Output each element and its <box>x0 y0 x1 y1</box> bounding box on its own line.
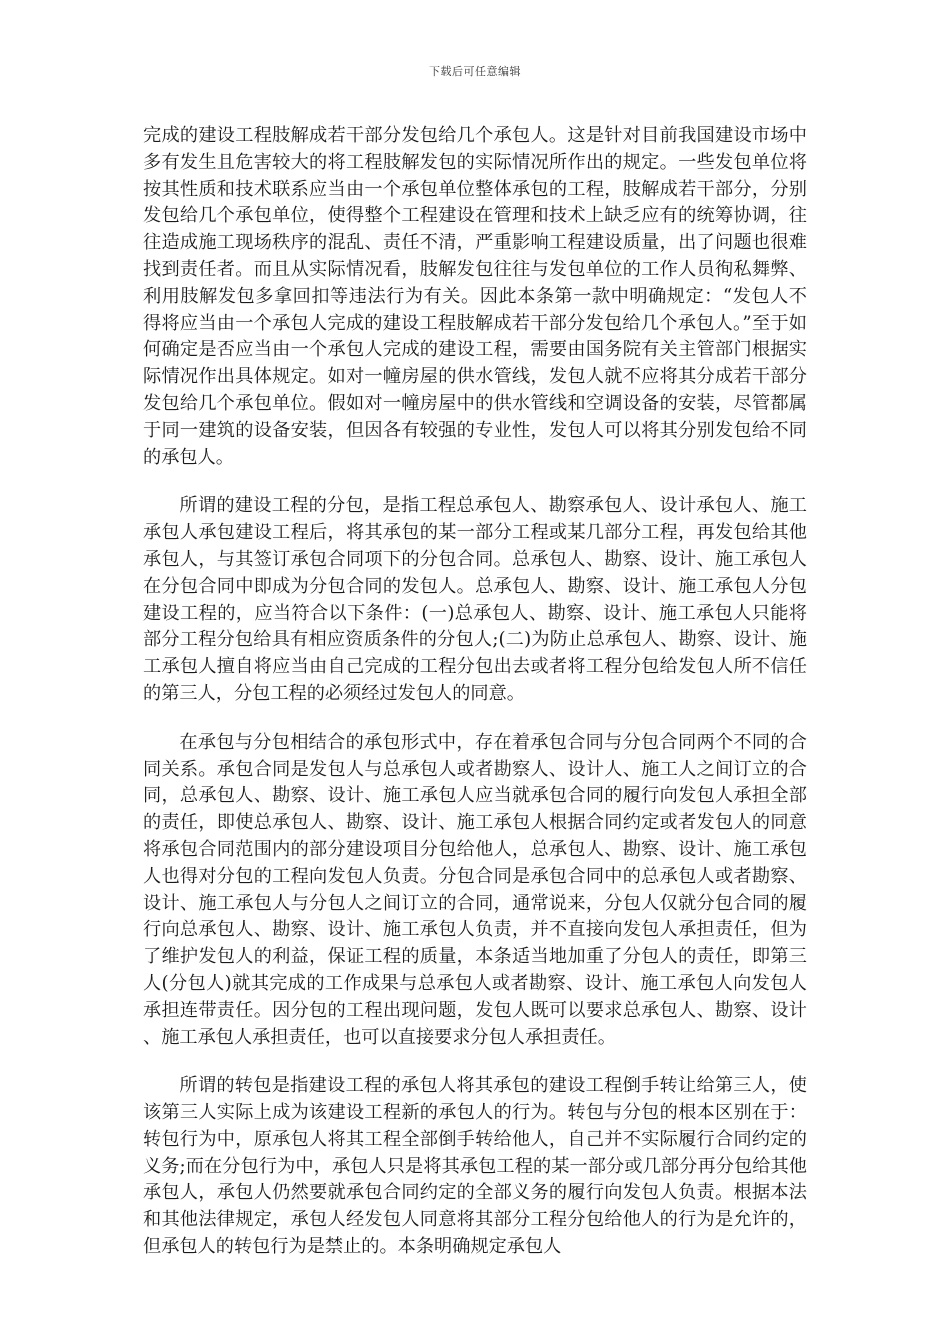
paragraph-continued: 完成的建设工程肢解成若干部分发包给几个承包人。这是针对目前我国建设市场中多有发生且危害较大的将工程肢解发包的实际情况所作出的规定。一些发包单位将按其性质和技术联系应当由一个承包单位整体承包的工程，肢解成若干部分，分别发包给几个承包单位，使得整个工程建设在管理和技术上缺乏应有的统筹协调，往往造成施工现场秩序的混乱、责任不清，严重影响工程建设质量，出了问题也很难找到责任者。而且从实际情况看，肢解发包往往与发包单位的工作人员徇私舞弊、利用肢解发包多拿回扣等违法行为有关。因此本条第一款中明确规定：“发包人不得将应当由一个承包人完成的建设工程肢解成若干部分发包给几个承包人。”至于如何确定是否应当由一个承包人完成的建设工程，需要由国务院有关主管部门根据实际情况作出具体规定。如对一幢房屋的供水管线，发包人就不应将其分成若干部分发包给几个承包单位。假如对一幢房屋中的供水管线和空调设备的安装，尽管都属于同一建筑的设备安装，但因各有较强的专业性，发包人可以将其分别发包给不同的承包人。 <box>143 125 807 468</box>
page-header: 下载后可任意编辑 <box>429 65 521 78</box>
paragraph-subcontract-definition: 所谓的建设工程的分包，是指工程总承包人、勘察承包人、设计承包人、施工承包人承包建设工程后，将其承包的某一部分工程或某几部分工程，再发包给其他承包人，与其签订承包合同项下的分包合同。总承包人、勘察、设计、施工承包人在分包合同中即成为分包合同的发包人。总承包人、勘察、设计、施工承包人分包建设工程的，应当符合以下条件：(一)总承包人、勘察、设计、施工承包人只能将部分工程分包给具有相应资质条件的分包人;(二)为防止总承包人、勘察、设计、施工承包人擅自将应当由自己完成的工程分包出去或者将工程分包给发包人所不信任的第三人，分包工程的必须经过发包人的同意。 <box>143 495 807 704</box>
paragraph-transfer-definition: 所谓的转包是指建设工程的承包人将其承包的建设工程倒手转让给第三人，使该第三人实际上成为该建设工程新的承包人的行为。转包与分包的根本区别在于：转包行为中，原承包人将其工程全部倒手转给他人，自己并不实际履行合同约定的义务;而在分包行为中，承包人只是将其承包工程的某一部分或几部分再分包给其他承包人，承包人仍然要就承包合同约定的全部义务的履行向发包人负责。根据本法和其他法律规定，承包人经发包人同意将其部分工程分包给他人的行为是允许的，但承包人的转包行为是禁止的。本条明确规定承包人 <box>143 1075 807 1258</box>
paragraph-contract-relations: 在承包与分包相结合的承包形式中，存在着承包合同与分包合同两个不同的合同关系。承包合同是发包人与总承包人或者勘察人、设计人、施工人之间订立的合同，总承包人、勘察、设计、施工承包人应当就承包合同的履行向发包人承担全部的责任，即使总承包人、勘察、设计、施工承包人根据合同约定或者发包人的同意将承包合同范围内的部分建设项目分包给他人，总承包人、勘察、设计、施工承包人也得对分包的工程向发包人负责。分包合同是承包合同中的总承包人或者勘察、设计、施工承包人与分包人之间订立的合同，通常说来，分包人仅就分包合同的履行向总承包人、勘察、设计、施工承包人负责，并不直接向发包人承担责任，但为了维护发包人的利益，保证工程的质量，本条适当地加重了分包人的责任，即第三人(分包人)就其完成的工作成果与总承包人或者勘察、设计、施工承包人向发包人承担连带责任。因分包的工程出现问题，发包人既可以要求总承包人、勘察、设计、施工承包人承担责任，也可以直接要求分包人承担责任。 <box>143 731 807 1048</box>
document-body <box>143 123 807 1283</box>
